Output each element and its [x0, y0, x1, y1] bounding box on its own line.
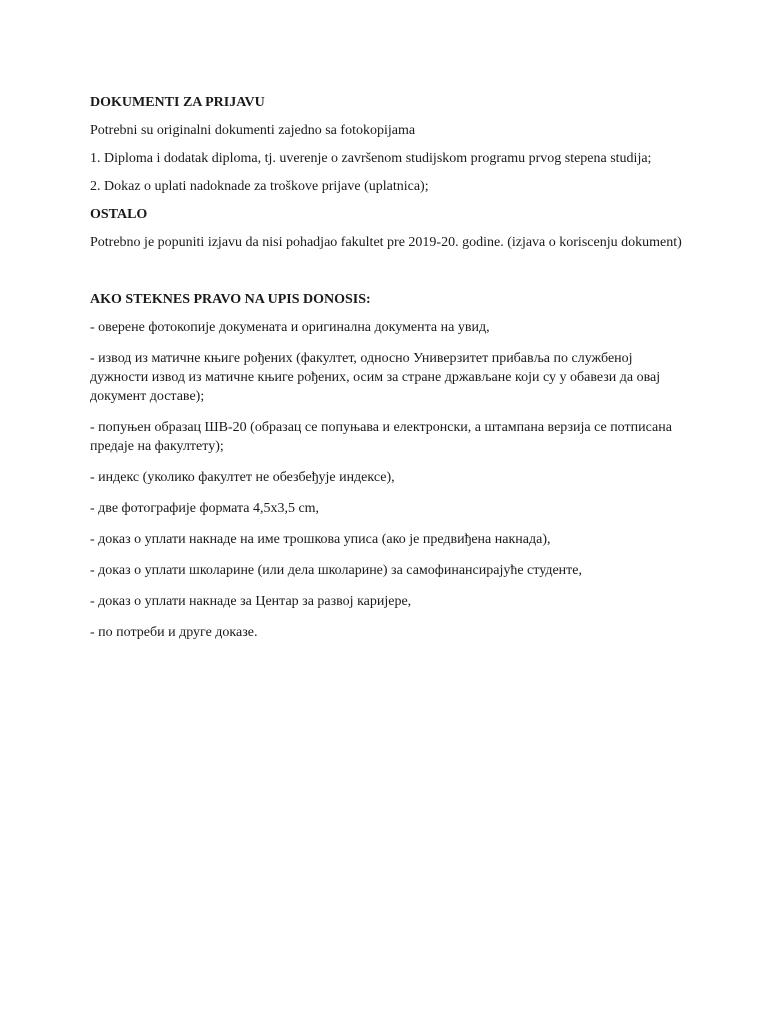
document-page	[90, 93, 690, 654]
spacer	[90, 261, 690, 290]
list-item: - доказ о уплати накнаде на име трошкова уписа (ако је предвиђена накнада),	[90, 532, 551, 547]
list-item: - индекс (уколико факултет не обезбеђује индексе),	[90, 470, 395, 485]
list-item: - доказ о уплати накнаде за Центар за развој каријере,	[90, 594, 412, 609]
list-item: - попуњен образац ШВ-20 (образац се попуњава и електронски, а штампана верзија се потписана предаје на факултету);	[90, 420, 672, 454]
list-item: - извод из матичне књиге рођених (факултет, односно Универзитет прибавља по службеној дужности извод из матичне књиге рођених, осим за стране држављане који су у обавези да овај документ доставе);	[90, 351, 661, 404]
list-item: - по потреби и друге доказе.	[90, 625, 258, 640]
other-text: Potrebno je popuniti izjavu da nisi pohadjao fakultet pre 2019-20. godine. (izjava o koriscenju dokument)	[90, 235, 682, 250]
list-item: - две фотографије формата 4,5x3,5 cm,	[90, 501, 320, 516]
list-item: 1. Diploma i dodatak diploma, tj. uverenje o završenom studijskom programu prvog stepena studija;	[90, 151, 652, 166]
section-heading-enrollment: AKO STEKNES PRAVO NA UPIS DONOSIS:	[90, 292, 371, 307]
list-item: 2. Dokaz o uplati nadoknade za troškove prijave (uplatnica);	[90, 179, 429, 194]
section-heading-other: OSTALO	[90, 207, 148, 222]
section-heading-documents: DOKUMENTI ZA PRIJAVU	[90, 95, 265, 110]
list-item: - оверене фотокопије докумената и оригинална документа на увид,	[90, 320, 490, 335]
list-item: - доказ о уплати школарине (или дела школарине) за самофинансирајуће студенте,	[90, 563, 582, 578]
intro-text: Potrebni su originalni dokumenti zajedno sa fotokopijama	[90, 123, 416, 138]
